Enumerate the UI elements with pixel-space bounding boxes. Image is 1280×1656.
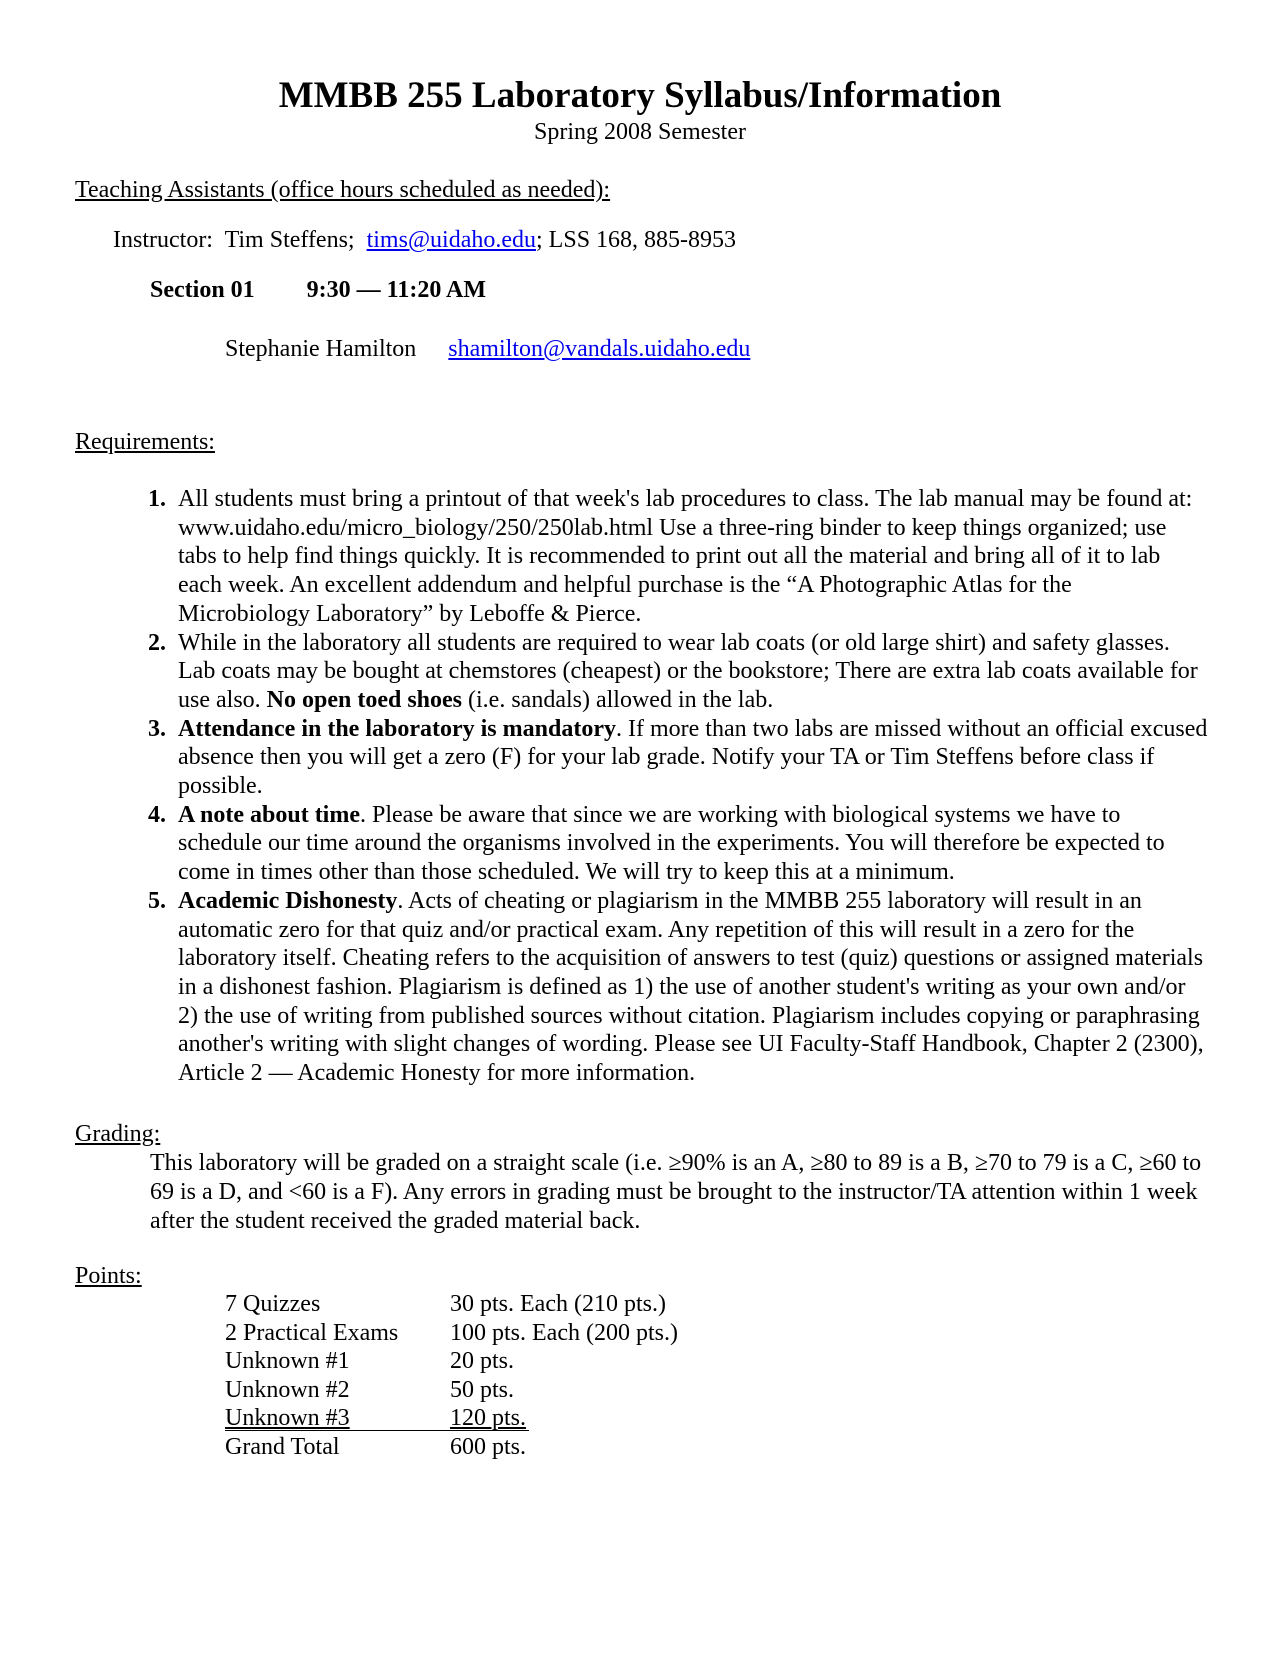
item-text-part: (i.e. sandals) allowed in the lab. (462, 686, 774, 713)
points-item: Unknown #3 (225, 1405, 350, 1432)
page-subtitle: Spring 2008 Semester (534, 119, 746, 145)
section-label: Section 01 (150, 277, 255, 303)
item-text (178, 715, 1208, 801)
ta-line (225, 335, 750, 363)
item-bold-text: No open toed shoes (266, 686, 463, 713)
item-text-part: . If more than two labs are missed without an official excused absence then you will get a zero (F) for your lab grade. Notify your TA or Tim Steffens before class if possible. (178, 715, 1208, 800)
table-row (225, 1319, 710, 1348)
points-value: 30 pts. Each (210 pts.) (450, 1291, 666, 1317)
instructor-name: Tim Steffens; (224, 227, 355, 253)
points-value: 600 pts. (450, 1433, 527, 1460)
item-text (178, 887, 1208, 1088)
ta-heading: Teaching Assistants (office hours scheduled as needed): (75, 177, 611, 203)
instructor-line (113, 226, 736, 254)
item-text-part: . Please be aware that since we are working with biological systems we have to schedule our time around the organisms involved in the experiments. You will therefore be expected to come in times other than those scheduled. We will try to keep this at a minimum. (178, 801, 1165, 886)
item-bold-text: A note about time (178, 801, 360, 828)
item-bold-text: Attendance in the laboratory is mandatory (178, 715, 616, 742)
points-value: 20 pts. (450, 1348, 515, 1375)
points-value: 100 pts. Each (200 pts.) (450, 1319, 678, 1346)
list-item (148, 715, 1208, 801)
instructor-details: ; LSS 168, 885-8953 (536, 227, 737, 253)
grading-text: This laboratory will be graded on a straight scale (i.e. ≥90% is an A, ≥80 to 89 is a B, ≥70 to 79 is a C, ≥60 to 69 is a D, and <60 is a F). Any errors in grading must be brought to the instructor/TA attention within 1 week after the student received the graded material back. (150, 1150, 1202, 1234)
list-item (148, 887, 1208, 1088)
total-rule (225, 1430, 529, 1431)
section-line (150, 276, 486, 304)
list-item (148, 485, 1208, 629)
points-item: 7 Quizzes (225, 1291, 321, 1317)
requirements-heading: Requirements: (75, 429, 215, 455)
ta-name: Stephanie Hamilton (225, 336, 417, 362)
points-value: 120 pts. (450, 1405, 527, 1432)
points-value: 50 pts. (450, 1376, 515, 1403)
item-text: All students must bring a printout of that week's lab procedures to class. The lab manual may be found at: www.uidaho.edu/micro_biology/250/250lab.html Use a three-ring binder to keep things organized; use tabs to help find things quickly. It is recommended to print out all the material and bring all of it to lab each week. An excellent addendum and helpful purchase is the “A Photographic Atlas for the Microbiology Laboratory” by Leboffe & Pierce. (178, 486, 1193, 627)
instructor-label: Instructor: (113, 227, 213, 253)
item-number: 1. (148, 486, 166, 512)
table-row (225, 1433, 710, 1462)
table-row (225, 1347, 710, 1376)
points-table (225, 1290, 710, 1462)
item-number: 4. (148, 801, 166, 828)
list-item (148, 629, 1208, 715)
item-text (178, 629, 1208, 715)
grading-heading: Grading: (75, 1121, 161, 1147)
table-row (225, 1290, 710, 1319)
item-number: 5. (148, 887, 166, 914)
instructor-email-link[interactable]: tims@uidaho.edu (366, 227, 537, 253)
ta-email-link[interactable]: shamilton@vandals.uidaho.edu (448, 336, 751, 362)
points-item: Unknown #2 (225, 1376, 350, 1403)
item-text (178, 801, 1208, 887)
page-title: MMBB 255 Laboratory Syllabus/Information (278, 75, 1002, 116)
item-text-part: While in the laboratory all students are required to wear lab coats (or old large shirt) and safety glasses. Lab coats may be bought at chemstores (cheapest) or the bookstore; There are extra lab coats available for use also. (178, 629, 1198, 713)
points-heading: Points: (75, 1263, 142, 1289)
table-row (225, 1404, 710, 1433)
points-item: 2 Practical Exams (225, 1319, 399, 1346)
item-bold-text: Academic Dishonesty (178, 887, 398, 914)
points-item: Grand Total (225, 1433, 340, 1460)
item-number: 2. (148, 629, 166, 656)
requirements-list (148, 485, 1208, 1088)
section-time: 9:30 — 11:20 AM (306, 277, 486, 303)
list-item (148, 801, 1208, 887)
table-row (225, 1376, 710, 1405)
item-text-part: . Acts of cheating or plagiarism in the MMBB 255 laboratory will result in an automatic zero for that quiz and/or practical exam. Any repetition of this will result in a zero for the laboratory itself. Cheating refers to the acquisition of answers to test (quiz) questions or assigned materials in a dishonest fashion. Plagiarism is defined as 1) the use of another student's writing as your own and/or 2) the use of writing from published sources without citation. Plagiarism includes copying or paraphrasing another's writing with slight changes of wording. Please see UI Faculty-Staff Handbook, Chapter 2 (2300), Article 2 — Academic Honesty for more information. (178, 887, 1204, 1087)
item-number: 3. (148, 715, 166, 742)
points-item: Unknown #1 (225, 1348, 350, 1375)
